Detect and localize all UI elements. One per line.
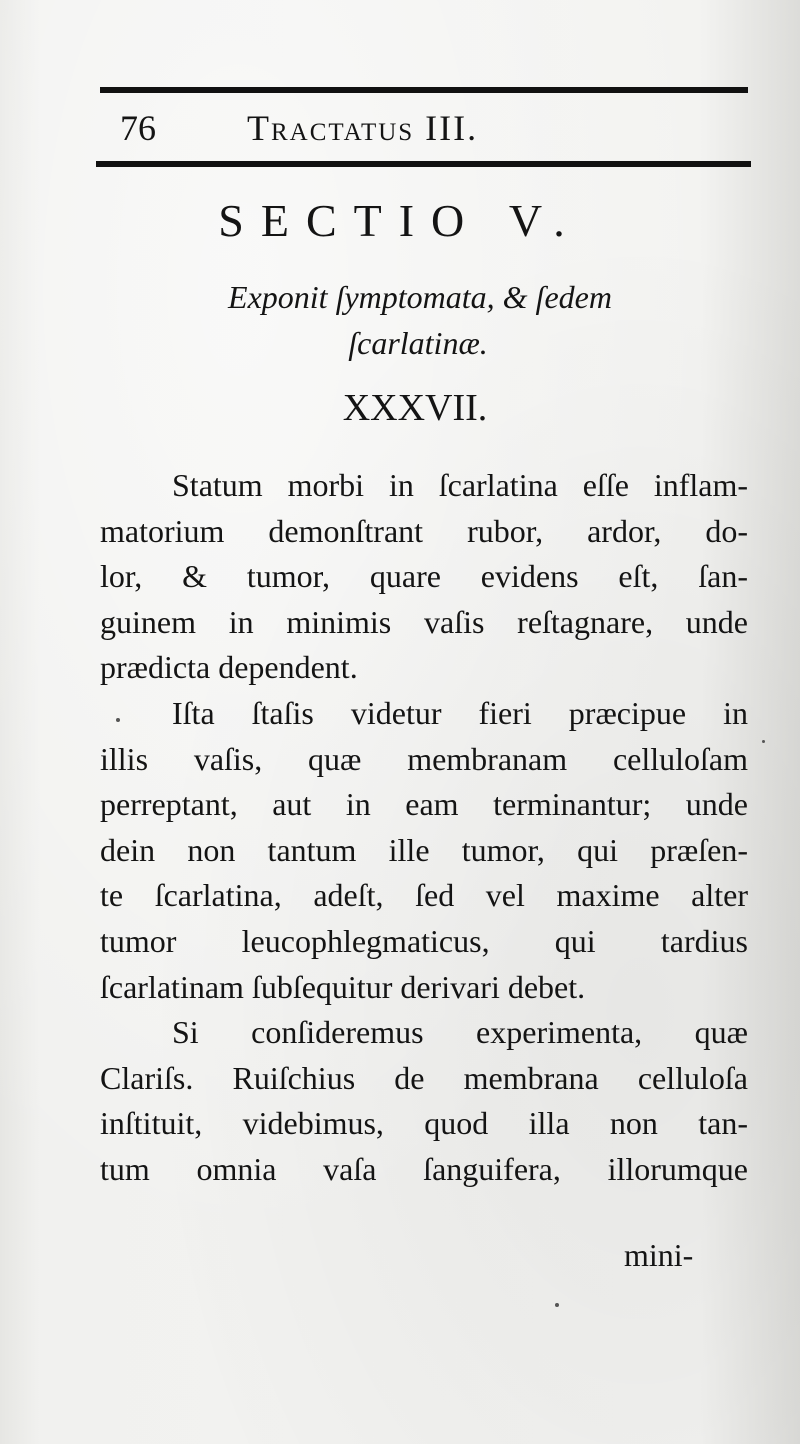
text-line: Statum morbi in ſcarlatina eſſe inflam-	[172, 467, 748, 503]
text-line: tumor leucophlegmaticus, qui tardius	[100, 922, 748, 959]
paragraph-3	[100, 1010, 748, 1192]
text-line: inſtituit, videbimus, quod illa non tan-	[100, 1105, 748, 1142]
paragraph-number: XXXVII.	[342, 387, 488, 429]
text-line: perreptant, aut in eam terminantur; unde	[100, 786, 748, 823]
text-line: matorium demonſtrant rubor, ardor, do-	[100, 512, 748, 549]
text-line: guinem in minimis vaſis reſtagnare, unde	[100, 603, 748, 640]
paper-speck	[762, 740, 765, 743]
page-number: 76	[120, 108, 156, 148]
text-line: Iſta ſtaſis videtur fieri præcipue in	[172, 694, 748, 731]
text-line: prædicta dependent.	[100, 649, 358, 686]
paragraph-2	[100, 691, 748, 1010]
text-line: tum omnia vaſa ſanguifera, illorumque	[100, 1150, 748, 1187]
running-title: Tractatus III.	[247, 108, 479, 148]
paper-speck	[116, 718, 120, 722]
catchword: mini-	[624, 1237, 694, 1273]
text-line: ſcarlatinam ſubſequitur derivari debet.	[100, 968, 586, 1005]
body-text	[100, 463, 748, 1193]
header-rule-bottom	[96, 161, 751, 167]
text-line: dein non tantum ille tumor, qui præſen-	[100, 831, 748, 868]
running-head	[120, 103, 760, 153]
header-rule-top	[100, 87, 748, 93]
section-subtitle-line-2: ſcarlatinæ.	[348, 325, 488, 361]
text-line: te ſcarlatina, adeſt, ſed vel maxime alter	[100, 877, 748, 914]
text-line: lor, & tumor, quare evidens eſt, ſan-	[100, 558, 748, 595]
text-line: Clariſs. Ruiſchius de membrana celluloſa	[100, 1059, 748, 1096]
section-title: SECTIO V.	[218, 195, 582, 246]
text-line: Si conſideremus experimenta, quæ	[172, 1014, 748, 1051]
paper-speck	[555, 1303, 559, 1307]
section-subtitle-line-1: Exponit ſymptomata, & ſedem	[228, 279, 612, 315]
text-line: illis vaſis, quæ membranam celluloſam	[100, 740, 748, 777]
paragraph-1	[100, 463, 748, 691]
